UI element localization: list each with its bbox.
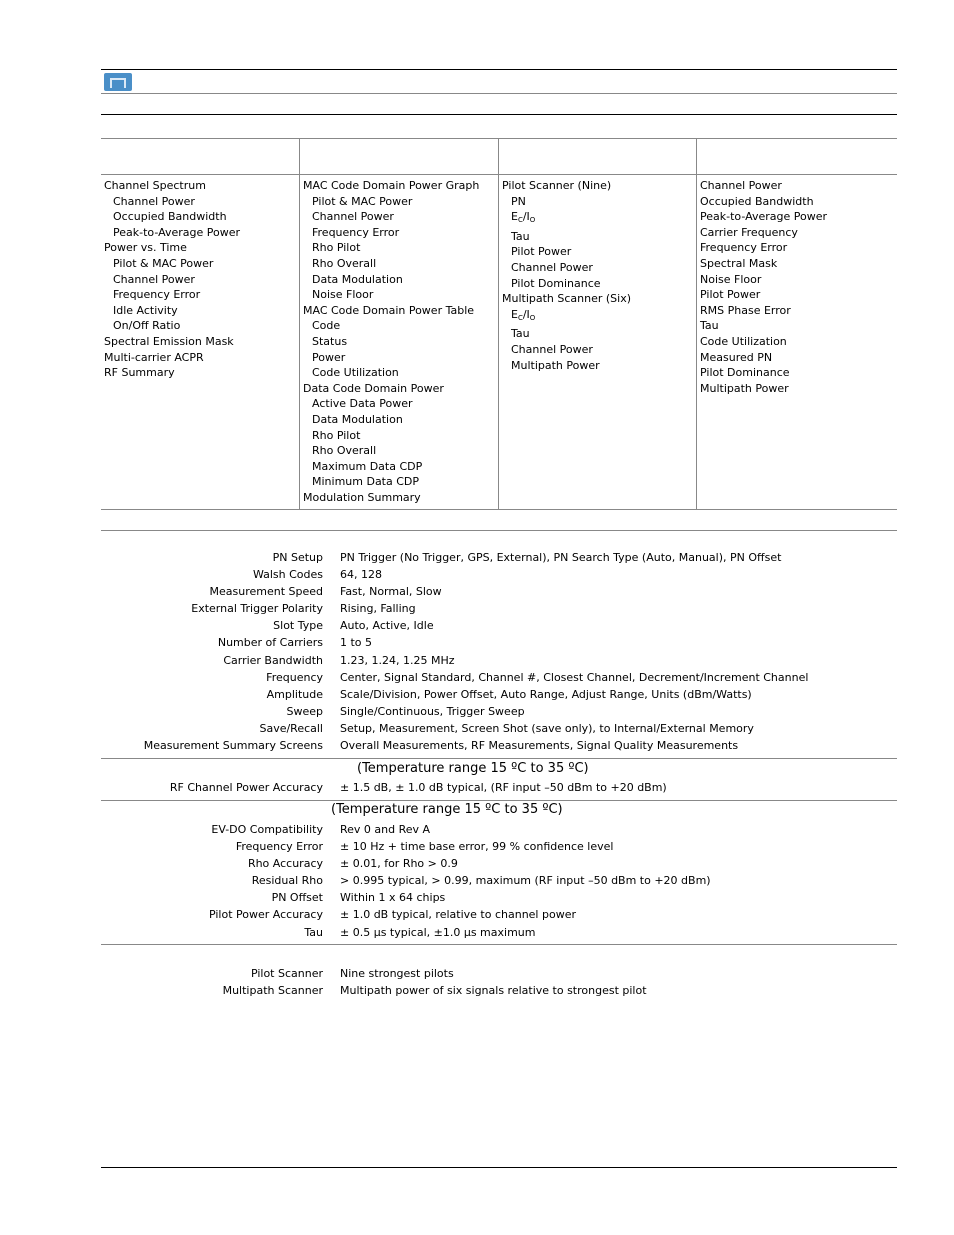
spec-row	[101, 671, 897, 688]
spec-value: Nine strongest pilots	[340, 967, 454, 980]
spec-row	[101, 722, 897, 739]
column-header	[101, 139, 299, 175]
measurement-item: Frequency Error	[700, 241, 788, 255]
measurement-item: Multipath Scanner (Six)	[502, 292, 632, 306]
measurement-item: RMS Phase Error	[700, 303, 791, 317]
rf-rule	[101, 758, 897, 759]
ota-rule	[101, 944, 897, 945]
header-rule-bottom	[101, 93, 897, 94]
measurement-item: Channel Power	[700, 179, 782, 192]
spec-label: Frequency	[266, 670, 323, 684]
spec-label: Slot Type	[273, 619, 323, 633]
spec-row	[101, 781, 897, 798]
measurements-column-demod	[300, 139, 499, 509]
measurement-item: Rho Pilot	[312, 241, 361, 255]
measurement-item: Data Code Domain Power	[303, 381, 444, 395]
spec-row	[101, 739, 897, 756]
measurement-item: Pilot Scanner (Nine)	[502, 179, 612, 192]
measurement-item: Data Modulation	[312, 412, 403, 426]
measurement-item: Tau	[511, 229, 530, 243]
measurement-item: Active Data Power	[312, 397, 413, 411]
spec-row	[101, 823, 897, 840]
spec-label: Measurement Speed	[209, 585, 323, 599]
spec-row	[101, 926, 897, 943]
measurement-item: Frequency Error	[113, 288, 201, 302]
spec-row	[101, 857, 897, 874]
column-header	[300, 139, 498, 175]
spec-value: Fast, Normal, Slow	[340, 585, 442, 599]
spec-value: PN Trigger (No Trigger, GPS, External), PN Search Type (Auto, Manual), PN Offset	[340, 551, 782, 564]
measurement-item: PN	[511, 194, 526, 208]
spec-row	[101, 636, 897, 653]
spec-value: Center, Signal Standard, Channel #, Closest Channel, Decrement/Increment Channel	[340, 670, 809, 684]
section-rule	[101, 114, 897, 115]
measurements-column-rf	[101, 139, 300, 509]
spec-value: Rev 0 and Rev A	[340, 823, 431, 836]
measurement-item: Channel Spectrum	[104, 179, 206, 192]
spec-label: Tau	[304, 925, 323, 939]
spec-value: ± 1.5 dB, ± 1.0 dB typical, (RF input –50 dBm to +20 dBm)	[340, 781, 667, 794]
measurement-item: Multi-carrier ACPR	[104, 350, 204, 364]
measurement-item: Pilot Dominance	[511, 276, 601, 290]
measurement-item: Channel Power	[113, 272, 195, 286]
setup-specs	[101, 551, 897, 756]
measurement-item: Noise Floor	[312, 288, 374, 302]
spec-label: External Trigger Polarity	[191, 602, 323, 616]
spec-row	[101, 585, 897, 602]
measurement-item: Channel Power	[511, 342, 593, 356]
spec-row	[101, 891, 897, 908]
measurement-item: Pilot & MAC Power	[312, 194, 413, 208]
measurements-table	[101, 138, 897, 510]
measurement-item: Channel Power	[312, 210, 394, 224]
measurement-item: Code Utilization	[312, 366, 399, 380]
spec-label: Sweep	[286, 704, 323, 718]
setup-rule	[101, 530, 897, 531]
spec-row	[101, 551, 897, 568]
spec-value: Auto, Active, Idle	[340, 619, 434, 633]
spec-label: Multipath Scanner	[222, 984, 323, 998]
spec-row	[101, 568, 897, 585]
measurement-item: Multipath Power	[511, 358, 600, 372]
measurement-item: Idle Activity	[113, 303, 178, 317]
product-logo-icon	[104, 73, 132, 91]
measurement-item: Code	[312, 319, 341, 333]
spec-label: Amplitude	[266, 687, 323, 701]
spec-label: PN Setup	[272, 551, 323, 564]
spec-row	[101, 874, 897, 891]
measurement-item: Pilot Power	[700, 288, 761, 302]
demod-temperature-note: (Temperature range 15 ºC to 35 ºC)	[331, 802, 563, 817]
measurement-item: Channel Power	[113, 194, 195, 208]
spec-label: Frequency Error	[235, 840, 323, 854]
measurement-item: Rho Overall	[312, 444, 377, 458]
spec-row	[101, 602, 897, 619]
spec-label: Carrier Bandwidth	[223, 653, 323, 667]
measurement-item: Rho Overall	[312, 256, 377, 270]
measurement-item: Channel Power	[511, 260, 593, 274]
spec-value: Rising, Falling	[340, 602, 416, 616]
measurement-item: Maximum Data CDP	[312, 459, 423, 473]
spec-label: EV-DO Compatibility	[211, 823, 323, 836]
spec-value: Overall Measurements, RF Measurements, Signal Quality Measurements	[340, 739, 739, 753]
measurement-item: Code Utilization	[700, 334, 787, 348]
spec-row	[101, 967, 897, 984]
measurement-item: Data Modulation	[312, 272, 403, 286]
spec-value: > 0.995 typical, > 0.99, maximum (RF input –50 dBm to +20 dBm)	[340, 874, 711, 888]
measurement-item: Carrier Frequency	[700, 225, 798, 239]
measurement-item: Tau	[700, 319, 719, 333]
spec-row	[101, 705, 897, 722]
spec-label: Residual Rho	[251, 874, 323, 888]
measurement-item: Noise Floor	[700, 272, 762, 286]
spec-label: RF Channel Power Accuracy	[169, 781, 323, 794]
measurement-item: Occupied Bandwidth	[700, 194, 814, 208]
measurement-item: Measured PN	[700, 350, 773, 364]
spec-value: Multipath power of six signals relative to strongest pilot	[340, 984, 647, 998]
spec-label: Measurement Summary Screens	[143, 739, 323, 753]
spec-row	[101, 688, 897, 705]
spec-value: 1 to 5	[340, 636, 373, 650]
measurement-item: Rho Pilot	[312, 428, 361, 442]
measurement-item: Peak-to-Average Power	[113, 225, 240, 239]
measurement-item: Spectral Emission Mask	[104, 334, 234, 348]
spec-row	[101, 619, 897, 636]
spec-value: Setup, Measurement, Screen Shot (save only), to Internal/External Memory	[340, 721, 754, 735]
measurement-item: Modulation Summary	[303, 490, 421, 504]
spec-label: Rho Accuracy	[247, 857, 323, 871]
measurement-item: Minimum Data CDP	[312, 475, 420, 489]
spec-label: Pilot Scanner	[250, 967, 323, 980]
measurement-item: Multipath Power	[700, 381, 789, 395]
rf-temperature-note: (Temperature range 15 ºC to 35 ºC)	[357, 761, 589, 776]
spec-row	[101, 908, 897, 925]
spec-value: Single/Continuous, Trigger Sweep	[340, 704, 525, 718]
column-header	[499, 139, 696, 175]
measurement-item: MAC Code Domain Power Graph	[303, 179, 480, 192]
measurement-item: $E_C/I_O$	[511, 210, 536, 225]
spec-row	[101, 984, 897, 1001]
measurement-item: Occupied Bandwidth	[113, 210, 227, 224]
measurements-column-ota	[499, 139, 697, 509]
measurements-column-summary	[697, 139, 897, 509]
ota-specs	[101, 967, 897, 1001]
measurement-item: $E_C/I_O$	[511, 307, 536, 322]
spec-value: 64, 128	[340, 568, 382, 582]
spec-label: Pilot Power Accuracy	[208, 908, 323, 922]
header-rule-top	[101, 69, 897, 70]
spec-value: Scale/Division, Power Offset, Auto Range, Adjust Range, Units (dBm/Watts)	[340, 687, 752, 701]
footer-rule	[101, 1167, 897, 1168]
spec-row	[101, 840, 897, 857]
measurement-item: Status	[312, 334, 348, 348]
spec-label: Number of Carriers	[217, 636, 323, 650]
measurement-item: Pilot & MAC Power	[113, 256, 214, 270]
measurement-item: On/Off Ratio	[113, 319, 181, 333]
spec-value: Within 1 x 64 chips	[340, 891, 446, 905]
spec-value: 1.23, 1.24, 1.25 MHz	[340, 653, 455, 667]
spec-row	[101, 654, 897, 671]
demod-rule	[101, 800, 897, 801]
measurement-item: Pilot Dominance	[700, 366, 790, 380]
spec-value: ± 0.5 µs typical, ±1.0 µs maximum	[340, 925, 536, 939]
measurement-item: Frequency Error	[312, 225, 400, 239]
spec-value: ± 0.01, for Rho > 0.9	[340, 857, 458, 871]
measurement-item: Power vs. Time	[104, 241, 187, 255]
rf-specs	[101, 781, 897, 798]
demod-specs	[101, 823, 897, 943]
measurement-item: MAC Code Domain Power Table	[303, 303, 475, 317]
measurement-item: Peak-to-Average Power	[700, 210, 827, 224]
spec-label: Save/Recall	[259, 721, 323, 735]
measurement-item: RF Summary	[104, 366, 175, 380]
spec-value: ± 10 Hz + time base error, 99 % confidence level	[340, 840, 614, 854]
spec-label: PN Offset	[271, 891, 323, 905]
measurement-item: Power	[312, 350, 346, 364]
column-header	[697, 139, 897, 175]
measurement-item: Tau	[511, 327, 530, 341]
spec-value: ± 1.0 dB typical, relative to channel power	[340, 908, 576, 922]
spec-label: Walsh Codes	[252, 568, 323, 582]
measurement-item: Spectral Mask	[700, 256, 778, 270]
measurement-item: Pilot Power	[511, 245, 572, 259]
